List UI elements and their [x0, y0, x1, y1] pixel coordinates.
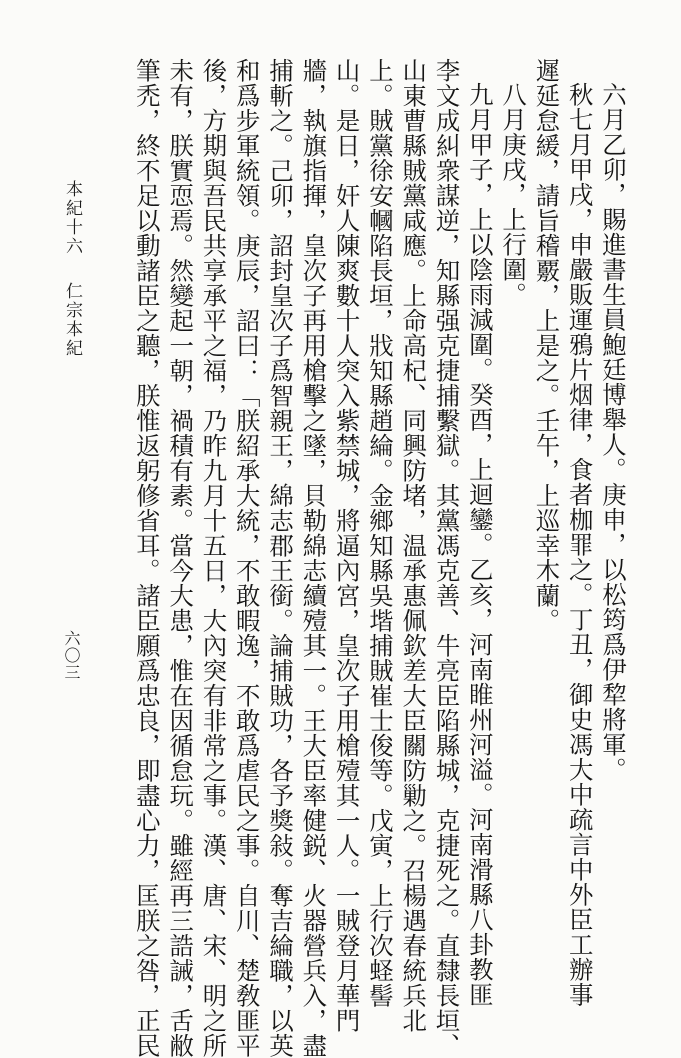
text-column-6: 李文成糾衆謀逆，知縣强克捷捕繫獄。其黨馮克善、牛亮臣陷縣城，克捷死之。直隸長垣、 [431, 58, 461, 1058]
text-column-10: 牆，執旗指揮，皇次子再用槍擊之墜，貝勒綿志續殪其一。王大臣率健鋭、火器營兵入，盡 [298, 58, 328, 1058]
text-column-3: 遲延怠緩，請旨稽覈，上是之。壬午，上巡幸木蘭。 [531, 58, 561, 633]
text-column-7: 山東曹縣賊黨咸應。上命高杞、同興防堵，温承惠佩欽差大臣關防勦之。召楊遇春統兵北 [398, 58, 428, 1033]
text-column-4: 八月庚戌，上行圍。 [498, 82, 528, 307]
text-column-8: 上。賊黨徐安幗陷長垣，戕知縣趙綸。金鄉知縣吳堦捕賊崔士俊等。戊寅，上行次蛏髻 [364, 58, 394, 1008]
text-column-14: 未有，朕實恧焉。然變起一朝，禍積有素。當今大患，惟在因循怠玩。雖經再三誥誡，舌敝 [165, 58, 195, 1058]
text-column-11: 捕斬之。己卯，詔封皇次子爲智親王，綿志郡王銜。論捕賊功，各予獎敍。奪吉綸職，以英 [265, 58, 295, 1058]
running-head [60, 180, 85, 358]
text-column-5: 九月甲子，上以陰雨減圍。癸酉，上迴鑾。乙亥，河南睢州河溢。河南滑縣八卦教匪 [464, 82, 494, 1007]
running-head-volume: 本紀十六 [62, 180, 82, 256]
main-text-block [82, 58, 627, 1058]
text-column-15: 筆禿，終不足以動諸臣之聽，朕惟返躬修省耳。諸臣願爲忠良，即盡心力，匡朕之咎，正民 [131, 58, 161, 1058]
text-column-2: 秋七月甲戌，申嚴販運鴉片烟律，食者枷罪之。丁丑，御史馮大中疏言中外臣工辦事 [564, 82, 594, 1007]
running-head-chapter: 仁宗本紀 [62, 282, 82, 358]
text-column-12: 和爲步軍統領。庚辰，詔曰：「朕紹承大統，不敢暇逸，不敢爲虐民之事。自川、楚敎匪平 [231, 58, 261, 1058]
page-number: 六〇三 [62, 630, 81, 681]
text-column-1: 六月乙卯，賜進書生員鮑廷博舉人。庚申，以松筠爲伊犂將軍。 [598, 82, 627, 782]
text-column-9: 山。是日，奸人陳爽數十人突入紫禁城，將逼內宮，皇次子用槍殪其一人。一賊登月華門 [331, 58, 361, 1033]
text-column-13: 後，方期與吾民共享承平之福，乃昨九月十五日，大內突有非常之事。漢、唐、宋、明之所 [198, 58, 228, 1058]
